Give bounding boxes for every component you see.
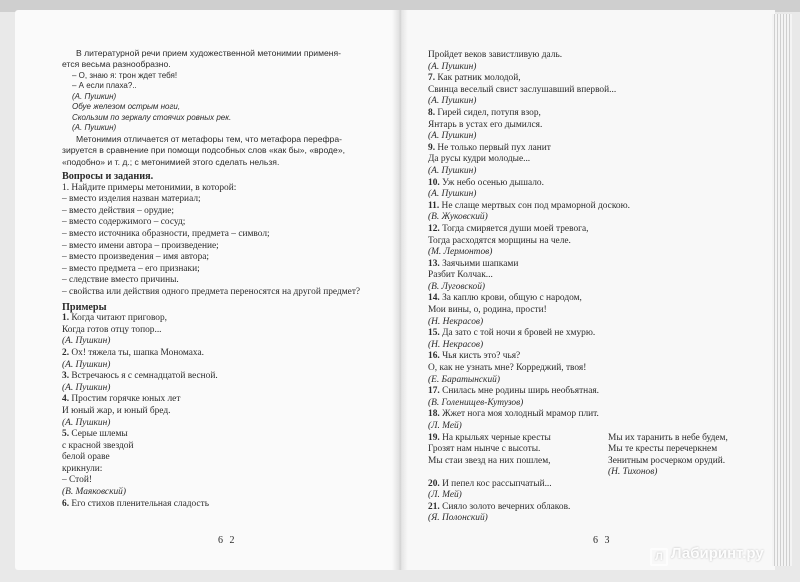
page-number: 6 2 <box>218 535 237 546</box>
example-text: Ох! тяжела ты, шапка Мономаха. <box>71 347 204 358</box>
example-text: Свинца веселый свист заслушавший впервой... <box>428 84 617 95</box>
example-text: Янтарь в устах его дымился. <box>428 119 543 130</box>
example-author: (Л. Мей) <box>428 421 462 431</box>
example-line <box>608 444 758 456</box>
example-text: Жжет нога моя холодный мрамор плит. <box>442 409 599 420</box>
poem-line: – А если плаха?.. <box>72 81 137 91</box>
intro-line: ется весьма разнообразно. <box>62 59 171 70</box>
poem-line: – О, знаю я: трон ждет тебя! <box>72 70 178 80</box>
example-text: Серые шлемы <box>71 429 128 440</box>
example-text: Да русы кудри молодые... <box>428 154 531 165</box>
example-text: Мы стаи звезд на них пошлем, <box>428 455 551 466</box>
example-author: (В. Луговской) <box>428 281 486 292</box>
question-line: – свойства или действия одного предмета переносятся на другой предмет? <box>62 286 361 297</box>
example-line <box>62 429 380 441</box>
example-19-left-column <box>428 433 603 468</box>
left-page <box>15 10 400 570</box>
question-line: 1. Найдите примеры метонимии, в которой: <box>62 182 237 193</box>
example-number: 12. <box>428 223 440 234</box>
poem-line: Обуе железом острым ноги, <box>72 102 181 112</box>
example-author: (Н. Некрасов) <box>428 316 484 327</box>
example-text: Чья кисть это? чья? <box>442 351 521 362</box>
metonymy-line: зируется в сравнение при помощи подсобных слов «как бы», «вроде», <box>62 145 345 156</box>
example-line <box>428 433 603 445</box>
example-author: (А. Пушкин) <box>62 336 111 347</box>
example-line <box>608 456 758 468</box>
example-line <box>62 348 380 360</box>
question-line: – вместо предмета – его признаки; <box>62 263 200 274</box>
example-text: Не только первый пух ланит <box>437 142 551 153</box>
example-number: 16. <box>428 351 440 362</box>
example-line <box>428 328 758 340</box>
page-number: 6 3 <box>593 535 612 546</box>
watermark <box>650 545 764 566</box>
example-author: (Я. Полонский) <box>428 513 488 524</box>
example-author: (Л. Мей) <box>428 490 462 501</box>
example-text: Встречаюсь я с семнадцатой весной. <box>71 371 218 382</box>
example-author: (А. Пушкин) <box>428 189 477 200</box>
example-number: 11. <box>428 200 440 211</box>
example-author: (А. Пушкин) <box>62 359 111 370</box>
example-line <box>428 236 758 248</box>
example-line <box>62 394 380 406</box>
example-author: (В. Голенищев-Кутузов) <box>428 397 524 408</box>
example-number: 1. <box>62 313 70 324</box>
example-text: На крыльях черные кресты <box>442 432 551 443</box>
example-number: 9. <box>428 142 436 153</box>
example-text: Да зато с той ночи я бровей не хмурю. <box>442 328 596 339</box>
example-19-right-column <box>608 433 758 479</box>
example-author: (Е. Баратынский) <box>428 374 500 385</box>
intro-paragraph <box>62 48 380 71</box>
example-number: 10. <box>428 177 440 188</box>
question-line: – вместо имени автора – произведение; <box>62 240 219 251</box>
example-text: Мы те кресты перечеркнем <box>608 444 718 455</box>
example-line <box>62 464 380 476</box>
example-line <box>62 475 380 487</box>
example-number: 7. <box>428 73 436 84</box>
example-line <box>428 73 758 85</box>
example-line <box>428 479 758 491</box>
example-line <box>428 293 758 305</box>
example-author: (В. Жуковский) <box>428 212 488 223</box>
example-text: О, как не узнать мне? Корреджий, твоя! <box>428 363 587 374</box>
example-line <box>428 386 758 398</box>
example-number: 3. <box>62 371 70 382</box>
example-line <box>428 201 758 213</box>
example-line <box>428 351 758 363</box>
example-text: – Стой! <box>62 475 92 486</box>
example-author: (А. Пушкин) <box>62 382 111 393</box>
example-number: 19. <box>428 432 440 443</box>
example-number: 18. <box>428 409 440 420</box>
example-text: Когда читают приговор, <box>71 313 168 324</box>
question-line: – вместо произведения – имя автора; <box>62 252 210 263</box>
example-text: Простим горячке юных лет <box>71 394 181 405</box>
poem-line: Скользим по зеркалу стоячих ровных рек. <box>72 112 232 122</box>
question-line: – вместо действия – орудие; <box>62 205 175 216</box>
example-line <box>428 178 758 190</box>
question-line: – вместо источника образности, предмета – символ; <box>62 229 270 239</box>
page-edges <box>772 14 792 566</box>
example-number: 5. <box>62 429 70 440</box>
right-page-column <box>428 50 758 525</box>
example-number: 20. <box>428 478 440 489</box>
example-text: Мы их таранить в небе будем, <box>608 432 728 443</box>
example-line <box>428 456 603 468</box>
example-text: Зенитным росчерком орудий. <box>608 455 726 466</box>
example-text: белой ораве <box>62 452 110 463</box>
intro-line: В литературной речи прием художественной метонимии применя- <box>76 48 342 58</box>
example-text: Разбит Колчак... <box>428 270 493 281</box>
example-number: 21. <box>428 501 440 512</box>
poem-author: (А. Пушкин) <box>72 91 117 101</box>
examples-list <box>62 313 380 510</box>
example-line <box>428 409 758 421</box>
example-text: Тогда смиряется души моей тревога, <box>442 223 589 234</box>
watermark-text: Лабиринт.ру <box>671 545 764 562</box>
example-text: Уж небо осенью дышало. <box>442 177 544 188</box>
metonymy-line: «подобно» и т. д.; с метонимией этого сделать нельзя. <box>62 156 280 167</box>
examples-list <box>428 50 758 433</box>
question-line: – следствие вместо причины. <box>62 275 179 286</box>
example-text: Пройдет веков завистливую даль. <box>428 50 563 60</box>
example-text: Грозят нам нынче с высоты. <box>428 444 541 455</box>
right-page <box>400 10 775 570</box>
example-author: (Н. Некрасов) <box>428 339 484 350</box>
example-text: Заячьими шапками <box>442 258 519 269</box>
example-text: с красной звездой <box>62 440 134 451</box>
example-line <box>62 406 380 418</box>
example-number: 8. <box>428 107 436 118</box>
example-number: 13. <box>428 258 440 269</box>
examples-list-tail <box>428 479 758 525</box>
example-author: (М. Лермонтов) <box>428 247 493 258</box>
example-text: Когда готов отцу топор... <box>62 324 162 335</box>
example-author: (А. Пушкин) <box>428 96 477 107</box>
example-line <box>428 270 758 282</box>
example-number: 2. <box>62 347 70 358</box>
example-number: 6. <box>62 498 70 509</box>
example-number: 15. <box>428 328 440 339</box>
example-author: (А. Пушкин) <box>428 131 477 142</box>
example-text: Тогда расходятся морщины на челе. <box>428 235 571 246</box>
example-line <box>608 433 758 445</box>
example-line <box>62 371 380 383</box>
example-line <box>428 50 758 62</box>
example-author: (А. Пушкин) <box>62 417 111 428</box>
example-19-columns <box>428 433 758 479</box>
example-text: Сияло золото вечерних облаков. <box>442 501 571 512</box>
left-page-column <box>62 48 380 510</box>
example-line <box>428 108 758 120</box>
example-line <box>62 499 380 511</box>
example-line <box>428 502 758 514</box>
questions-heading: Вопросы и задания. <box>62 171 154 183</box>
poem-author: (А. Пушкин) <box>72 123 117 133</box>
example-text: И юный жар, и юный бред. <box>62 405 171 416</box>
example-line <box>62 313 380 325</box>
example-line <box>428 259 758 271</box>
question-line: – вместо содержимого – сосуд; <box>62 217 186 228</box>
example-text: Снилась мне родины ширь необъятная. <box>442 386 600 397</box>
questions-list <box>62 183 380 299</box>
example-line <box>428 143 758 155</box>
example-text: Не слаще мертвых сон под мраморной доскою. <box>441 200 630 211</box>
example-line <box>428 444 603 456</box>
intro-poem <box>72 71 380 134</box>
example-author: (Н. Тихонов) <box>608 467 658 478</box>
example-text: крикнули: <box>62 463 103 474</box>
example-text: Гирей сидел, потупя взор, <box>437 107 541 118</box>
example-line <box>62 325 380 337</box>
example-line <box>428 305 758 317</box>
example-line <box>428 363 758 375</box>
example-line <box>428 85 758 97</box>
example-line <box>428 154 758 166</box>
example-line <box>62 441 380 453</box>
example-text: За каплю крови, общую с народом, <box>442 293 582 304</box>
question-line: – вместо изделия назван материал; <box>62 194 201 205</box>
example-line <box>428 120 758 132</box>
example-text: Мои вины, о, родина, прости! <box>428 305 547 316</box>
example-text: Как ратник молодой, <box>437 73 521 84</box>
example-number: 14. <box>428 293 440 304</box>
example-text: Его стихов пленительная сладость <box>71 498 209 509</box>
metonymy-paragraph <box>62 134 380 168</box>
example-text: И пепел кос рассыпчатый... <box>442 478 552 489</box>
example-line <box>62 452 380 464</box>
watermark-logo-icon: Л <box>650 548 668 566</box>
example-number: 17. <box>428 386 440 397</box>
example-author: (А. Пушкин) <box>428 165 477 176</box>
metonymy-line: Метонимия отличается от метафоры тем, что метафора перефра- <box>76 133 342 144</box>
example-number: 4. <box>62 394 70 405</box>
examples-heading: Примеры <box>62 301 107 313</box>
book-gutter <box>392 10 408 570</box>
example-author: (А. Пушкин) <box>428 61 477 72</box>
example-line <box>428 224 758 236</box>
example-author: (В. Маяковский) <box>62 487 126 498</box>
